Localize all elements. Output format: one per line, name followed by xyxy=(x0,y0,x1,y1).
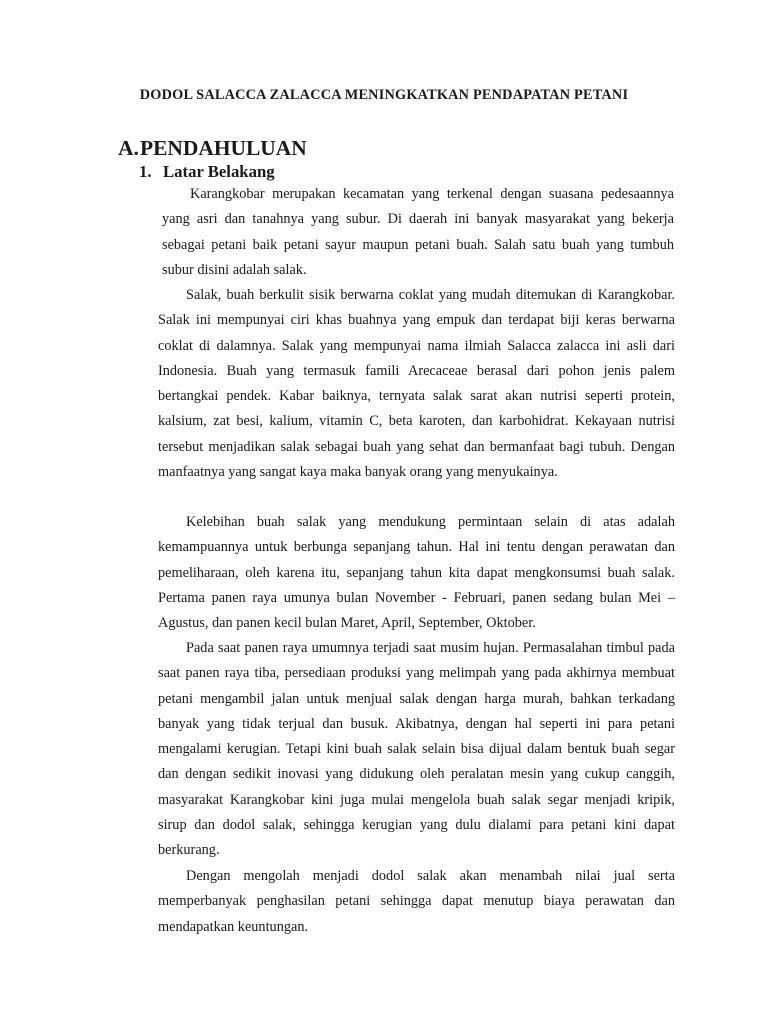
section-number: A. xyxy=(118,136,139,160)
body-paragraph: Salak, buah berkulit sisik berwarna coklat yang mudah ditemukan di Karangkobar. Salak ini mempunyai ciri khas buahnya yang empuk dan terdapat biji keras berwarna coklat di dalamnya. Salak yang mempunyai nama ilmiah Salacca zalacca ini asli dari Indonesia. Buah yang termasuk famili Arecaceae berasal dari pohon jenis palem bertangkai pendek. Kabar baiknya, ternyata salak sarat akan nutrisi seperti protein, kalsium, zat besi, kalium, vitamin C, beta karoten, dan karbohidrat. Kekayaan nutrisi tersebut menjadikan salak sebagai buah yang sehat dan bermanfaat bagi tubuh. Dengan manfaatnya yang sangat kaya maka banyak orang yang menyukainya. xyxy=(158,287,675,481)
section-label: PENDAHULUAN xyxy=(140,136,307,160)
body-paragraph: Kelebihan buah salak yang mendukung permintaan selain di atas adalah kemampuannya untuk berbunga sepanjang tahun. Hal ini tentu dengan perawatan dan pemeliharaan, oleh karena itu, sepanjang tahun kita dapat mengkonsumsi buah salak. Pertama panen raya umunya bulan November - Februari, panen sedang bulan Mei – Agustus, dan panen kecil bulan Maret, April, September, Oktober. xyxy=(158,514,675,632)
section-heading xyxy=(118,136,307,161)
body-paragraph: Karangkobar merupakan kecamatan yang terkenal dengan suasana pedesaannya yang asri dan tanahnya yang subur. Di daerah ini banyak masyarakat yang bekerja sebagai petani baik petani sayur maupun petani buah. Salah satu buah yang tumbuh subur disini adalah salak. xyxy=(162,186,674,278)
body-paragraph: Dengan mengolah menjadi dodol salak akan menambah nilai jual serta memperbanyak penghasilan petani sehingga dapat menutup biaya perawatan dan mendapatkan keuntungan. xyxy=(158,868,675,935)
subsection-number: 1. xyxy=(139,162,152,181)
body-paragraph: Pada saat panen raya umumnya terjadi saat musim hujan. Permasalahan timbul pada saat panen raya tiba, persediaan produksi yang melimpah yang pada akhirnya membuat petani mengambil jalan untuk menjual salak dengan harga murah, bahkan terkadang banyak yang tidak terjual dan busuk. Akibatnya, dengan hal seperti ini para petani mengalami kerugian. Tetapi kini buah salak selain bisa dijual dalam bentuk buah segar dan dengan sedikit inovasi yang didukung oleh peralatan mesin yang cukup canggih, masyarakat Karangkobar kini juga mulai mengelola buah salak segar menjadi kripik, sirup dan dodol salak, sehingga kerugian yang dulu dialami para petani kini dapat berkurang. xyxy=(158,640,675,859)
document-title: DODOL SALACCA ZALACCA MENINGKATKAN PENDAPATAN PETANI xyxy=(139,87,629,103)
subsection-label: Latar Belakang xyxy=(163,162,275,181)
subsection-heading xyxy=(139,162,275,182)
